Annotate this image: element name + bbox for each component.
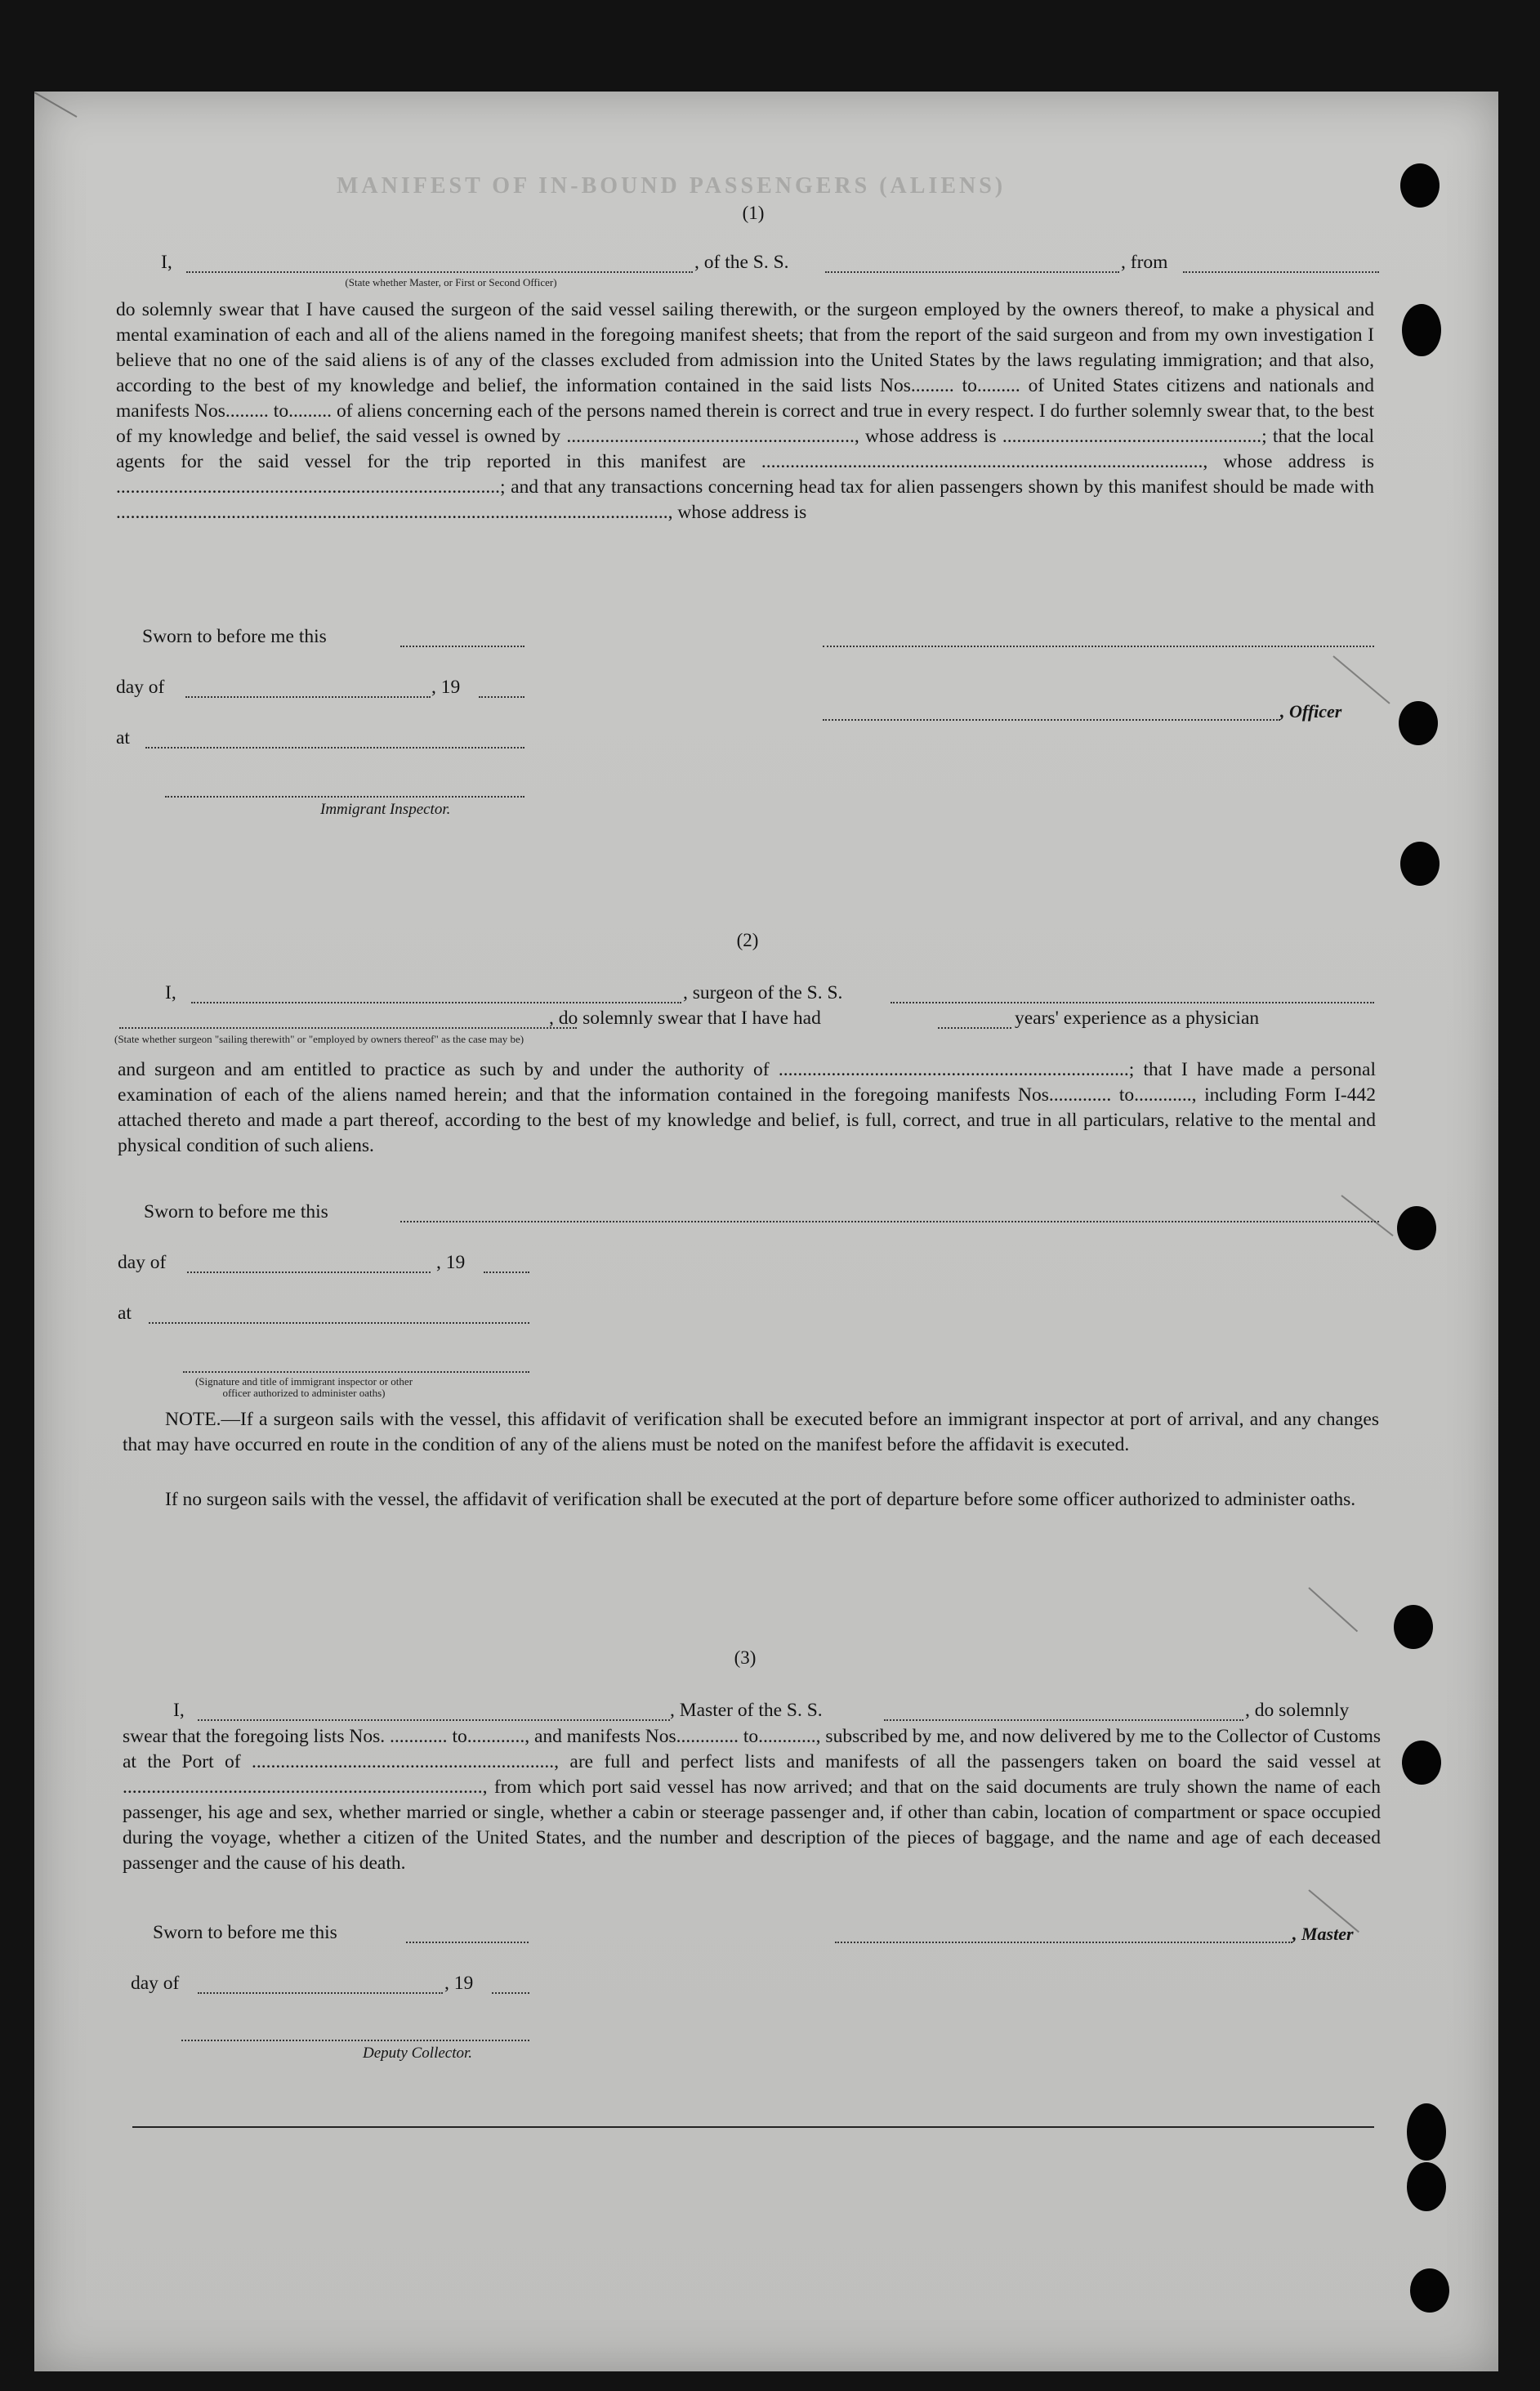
s3-year-label: , 19 — [444, 1973, 474, 1994]
pencil-mark — [34, 92, 78, 118]
s1-ship-blank[interactable] — [825, 271, 1119, 273]
s3-collector-signature[interactable] — [181, 2040, 529, 2041]
s2-year-blank[interactable] — [484, 1271, 529, 1273]
binder-hole-icon — [1400, 163, 1440, 208]
s2-at-blank[interactable] — [149, 1322, 529, 1324]
binder-hole-icon — [1410, 2268, 1449, 2313]
s2-inspector-signature[interactable] — [183, 1371, 529, 1373]
binder-hole-icon — [1394, 1605, 1433, 1649]
s1-year-label: , 19 — [431, 677, 461, 698]
s2-sworn-label: Sworn to before me this — [144, 1201, 328, 1222]
s2-signature-note: (Signature and title of immigrant inspector or other officer authorized to administer oaths) — [194, 1375, 413, 1399]
s1-inspector-label: Immigrant Inspector. — [320, 801, 451, 818]
s3-day-blank[interactable] — [198, 1992, 443, 1994]
s1-day-blank[interactable] — [185, 696, 431, 698]
document-page — [34, 92, 1498, 2371]
s3-year-blank[interactable] — [492, 1992, 529, 1994]
section-3-number: (3) — [734, 1647, 757, 1668]
s2-capacity-blank[interactable] — [119, 1027, 577, 1029]
s1-name-blank[interactable] — [186, 271, 693, 273]
pencil-mark — [1341, 1195, 1393, 1236]
s3-master-label: , Master — [1292, 1924, 1354, 1944]
s2-at-label: at — [118, 1303, 132, 1324]
s3-sworn-label: Sworn to before me this — [153, 1922, 337, 1943]
s2-day-label: day of — [118, 1252, 167, 1273]
s2-years-blank[interactable] — [938, 1027, 1011, 1029]
s2-swear-label: , do solemnly swear that I have had — [549, 1008, 821, 1029]
faint-bleed-through-header: MANIFEST OF IN-BOUND PASSENGERS (ALIENS) — [337, 173, 1007, 199]
s1-at-label: at — [116, 727, 130, 749]
s1-at-blank[interactable] — [145, 747, 524, 749]
s3-sworn-blank[interactable] — [406, 1942, 529, 1943]
s1-sworn-label: Sworn to before me this — [142, 626, 327, 647]
s2-note-paragraph: NOTE.—If a surgeon sails with the vessel, this affidavit of verification shall be executed before an immigrant inspector at port of arrival, and any changes that may have occurred en route in the condition of any of the aliens must be noted on the manifest before the affidavit is executed. — [123, 1409, 1379, 1455]
s2-sworn-blank[interactable] — [400, 1221, 1379, 1222]
s1-officer-signature[interactable] — [823, 719, 1280, 721]
s1-inspector-signature[interactable] — [165, 796, 524, 798]
s3-solemnly-label: , do solemnly — [1245, 1700, 1350, 1721]
s1-day-label: day of — [116, 677, 165, 698]
s2-capacity-note: (State whether surgeon "sailing therewith" or "employed by owners thereof" as the case may be) — [114, 1033, 524, 1045]
s3-name-blank[interactable] — [198, 1719, 670, 1721]
s2-name-blank[interactable] — [191, 1002, 681, 1003]
s3-ship-blank[interactable] — [884, 1719, 1243, 1721]
s1-from-blank[interactable] — [1183, 271, 1379, 273]
s1-sworn-blank[interactable] — [400, 646, 524, 647]
binder-hole-icon — [1407, 2103, 1446, 2161]
binder-hole-icon — [1402, 1741, 1441, 1785]
s1-oath-paragraph: do solemnly swear that I have caused the surgeon of the said vessel sailing therewith, or the surgeon employed by the owners thereof, to make a physical and mental examination of each and all of the aliens named in the foregoing manifest sheets; that from the report of the said surgeon and from my own investigation I believe that no one of the said aliens is of any of the classes excluded from admission into the United States by the laws regulating immigration; and that also, according to the best of my knowledge and belief, the information contained in the said lists Nos......... to......... of United States citizens and nationals and manifests Nos......... to......... of aliens concerning each of the persons named therein is correct and true in every respect. I do further solemnly swear that, to the best of my knowledge and belief, the said vessel is owned by ............................................................, whose address is ......................................................; that the local agents for the said vessel for the trip reported in this manifest are ............................................................................................, whose address is ................................................................................; and that any transactions concerning head tax for alien passengers shown by this manifest should be made with ..................................................................................................................., whose address is — [116, 299, 1374, 523]
s2-ss-label: , surgeon of the S. S. — [683, 982, 843, 1003]
s2-year-label: , 19 — [436, 1252, 466, 1273]
s3-i-label: I, — [173, 1700, 185, 1721]
binder-hole-icon — [1400, 842, 1440, 886]
s2-note-paragraph-2: If no surgeon sails with the vessel, the affidavit of verification shall be executed at the port of departure before some officer authorized to administer oaths. — [165, 1489, 1356, 1510]
s2-ship-blank[interactable] — [891, 1002, 1374, 1003]
binder-hole-icon — [1402, 304, 1441, 356]
section-1-number: (1) — [742, 203, 765, 223]
s2-physician-label: years' experience as a physician — [1015, 1008, 1260, 1029]
s1-i-label: I, — [161, 252, 172, 273]
pencil-mark — [1332, 655, 1390, 704]
s2-i-label: I, — [165, 982, 176, 1003]
pencil-mark — [1308, 1587, 1358, 1632]
s1-ss-label: , of the S. S. — [694, 252, 789, 273]
s1-from-label: , from — [1121, 252, 1168, 273]
s3-ss-label: , Master of the S. S. — [670, 1700, 823, 1721]
s3-collector-label: Deputy Collector. — [363, 2045, 473, 2062]
binder-hole-icon — [1407, 2162, 1446, 2211]
s1-officer-label: , Officer — [1280, 701, 1342, 722]
s1-officer-note: (State whether Master, or First or Second Officer) — [345, 276, 557, 288]
s3-oath-paragraph: swear that the foregoing lists Nos. ............ to............, and manifests Nos............. to............, subscribed by me, and now delivered by me to the Collector of Customs at the Port of ..............................................................., are full and perfect lists and manifests of all the passengers taken on board the said vessel at ..........................................................................., from which port said vessel has now arrived; and that on the said documents are truly shown the name of each passenger, his age and sex, whether married or single, whether a cabin or steerage passenger and, if other than cabin, location of compartment or space occupied during the voyage, whether a citizen of the United States, and the number and description of the pieces of baggage, and the name and age of each deceased passenger and the cause of his death. — [123, 1726, 1381, 1874]
s2-oath-paragraph: and surgeon and am entitled to practice as such by and under the authority of .........................................................................; that I have made a personal examination of each of the aliens named herein; and that the information contained in the foregoing manifests Nos............. to............, including Form I-442 attached thereto and made a part thereof, according to the best of my knowledge and belief, is full, correct, and true in all particulars, relative to the mental and physical condition of such aliens. — [118, 1059, 1376, 1156]
s1-officer-signature-top[interactable] — [823, 646, 1374, 647]
s2-day-blank[interactable] — [187, 1271, 431, 1273]
binder-hole-icon — [1397, 1206, 1436, 1250]
section-2-number: (2) — [736, 930, 759, 950]
bottom-rule — [132, 2126, 1374, 2128]
s1-year-blank[interactable] — [479, 696, 524, 698]
binder-hole-icon — [1399, 701, 1438, 745]
s3-day-label: day of — [131, 1973, 180, 1994]
s3-master-signature[interactable] — [835, 1942, 1292, 1943]
